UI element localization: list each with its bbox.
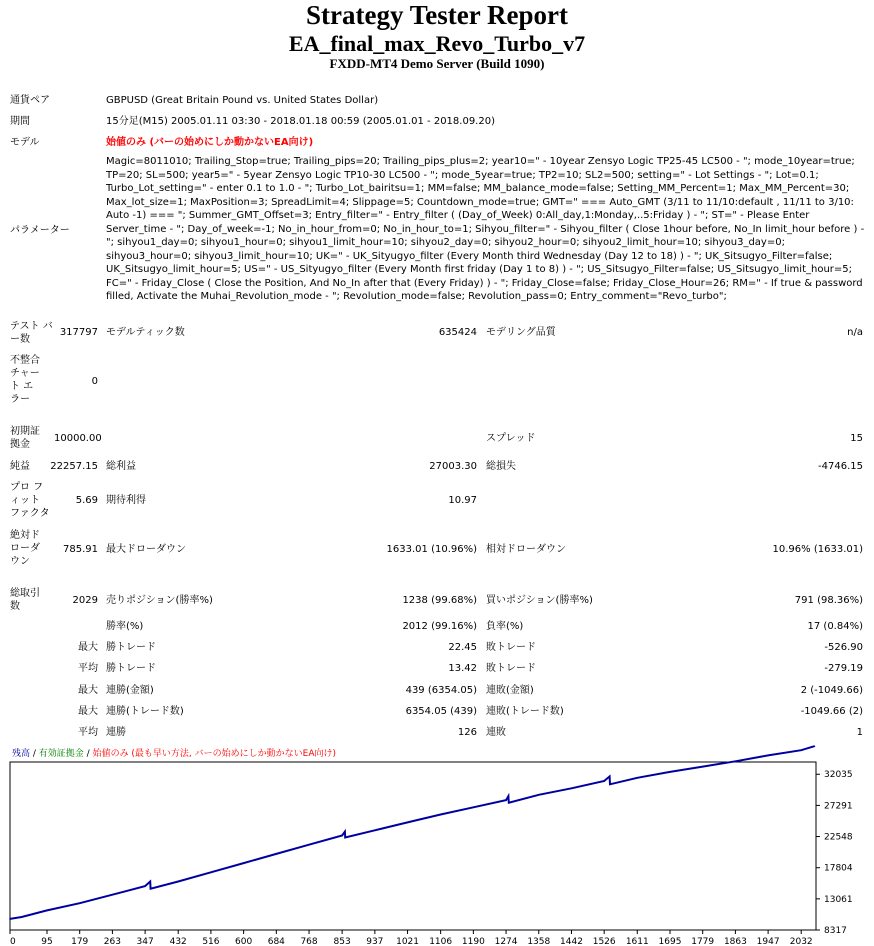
x-tick-label: 1695 [658, 937, 682, 946]
max-consec-win-count-value: 6354.05 (439) [405, 706, 477, 717]
balance-point [150, 888, 152, 890]
avg-win-label: 勝トレード [106, 663, 156, 674]
balance-point [800, 749, 802, 751]
gross-loss-value: -4746.15 [818, 461, 863, 472]
avg-row-label-2: 平均 [78, 727, 98, 738]
loss-value: 17 (0.84%) [807, 621, 863, 632]
deposit-label: 初期証 拠金 [10, 426, 40, 450]
avg-loss-value: -279.19 [824, 663, 863, 674]
long-label: 買いポジション(勝率%) [486, 595, 593, 606]
gross-profit-label: 総利益 [106, 461, 136, 472]
quality-value: n/a [847, 327, 863, 338]
balance-point [538, 794, 540, 796]
ticks-label: モデルティック数 [106, 327, 185, 338]
report-title: Strategy Tester Report [306, 0, 568, 30]
bars-value: 317797 [59, 327, 98, 338]
period-value: 15分足(M15) 2005.01.11 03:30 - 2018.01.18 00:59 (2005.01.01 - 2018.09.20) [106, 116, 495, 127]
trades-value: 2029 [72, 595, 98, 606]
max-row-label: 最大 [78, 642, 98, 653]
net-label: 純益 [10, 461, 30, 472]
balance-point [609, 784, 611, 786]
balance-point [735, 761, 737, 763]
balance-point [767, 755, 769, 757]
x-tick-label: 0 [10, 937, 16, 946]
balance-point [21, 916, 23, 918]
abs-dd-label: 絶対ド ローダ ウン [10, 530, 40, 567]
balance-point [702, 766, 704, 768]
gross-profit-value: 27003.30 [429, 461, 477, 472]
x-tick-label: 1358 [527, 937, 551, 946]
mismatch-label: 不整合 チャート エ ラー [10, 355, 40, 405]
pf-value: 5.69 [75, 495, 98, 506]
balance-point [571, 787, 573, 789]
symbol-label: 通貨ペア [10, 95, 50, 106]
x-tick-label: 432 [169, 937, 187, 946]
short-value: 1238 (99.68%) [402, 595, 477, 606]
rel-dd-value: 10.96% (1633.01) [772, 544, 863, 555]
net-value: 22257.15 [50, 461, 98, 472]
legend-sep-1: / [30, 749, 39, 759]
balance-point [46, 910, 48, 912]
max-row-label-2: 最大 [78, 685, 98, 696]
quality-label: モデリング品質 [486, 327, 556, 338]
y-tick-label: 22548 [824, 832, 853, 843]
y-tick-label: 27291 [824, 801, 853, 812]
balance-point [341, 835, 343, 837]
x-tick-label: 768 [300, 937, 318, 946]
balance-point [243, 862, 245, 864]
largest-loss-value: -526.90 [824, 642, 863, 653]
legend [12, 747, 336, 759]
x-tick-label: 1021 [396, 937, 420, 946]
x-tick-label: 347 [136, 937, 154, 946]
pf-label: プロ フィット ファクタ [10, 482, 50, 519]
server-name: FXDD-MT4 Demo Server (Build 1090) [329, 56, 545, 71]
balance-point [603, 780, 605, 782]
avg-row-label: 平均 [78, 663, 98, 674]
balance-point [374, 829, 376, 831]
params-value: Magic=8011010; Trailing_Stop=true; Trailing_pips=20; Trailing_pips_plus=2; year10=" - 10year Zensyo Logic TP25-45 LC500 - "; mode_10year=true; TP=20; SL=500; year5=" - 5year Zensyo Logic TP10-30 LC500 - "; mode_5year=true; TP2=10; SL2=500; setting=" - Lot Settings - "; Lot=0.1; Turbo_Lot_setting=" - enter 0.1 to 1.0 - "; Turbo_Lot_bairitsu=1; MM=false; MM_balance_mode=false; Setting_MM_Percent=1; Max_MM_Percent=30; Max_lot_size=1; MaxPosition=3; SpreadLimit=4; Slippage=5; Countdown_mode=true; GMT=" === Auto_GMT (3/11 to 11/10:default , 11/11 to 3/10: Auto -1) === "; Summer_GMT_Offset=3; Entry_filter=" - Entry_filter ( (Day_of_Week) 0:All_day,1:Monday,..5:Friday ) - "; ST=" - Please Enter Server_time - "; Day_of_week=-1; No_in_hour_from=0; No_in_hour_to=1; Sihyou_filter=" - Sihyou_filter ( Close 1hour before, No_In limit_hour before ) - "; sihyou1_day=0; sihyou1_hour=0; sihyou1_limit_hour=10; sihyou2_day=0; sihyou2_hour=0; sihyou2_limit_hour=10; sihyou3_day=0; sihyou3_hour=0; sihyou3_limit_hour=10; UK=" - UK_Sityugyo_filter (Every Month third Wednesday (Day 12 to 18) ) - "; UK_Sitsugyo_Filter=false; UK_Sitsugyo_limit_hour=5; US=" - US_Sityugyo_filter (Every Month first friday (Day 1 to 8) ) - "; US_Sitsugyo_Filter=false; US_Sitsugyo_limit_hour=5; FC=" - Friday_Close ( Close the Position, And No_In after that (Every Friday) ) - "; Friday_Close=false; Friday_Close_Hour=26; RM=" - If true & password filled, Activate the Muhai_Revolution_mode - "; Revolution_mode=false; Revolution_pass=0; Entry_comment="Revo_turbo"; [106, 156, 865, 302]
x-tick-label: 937 [366, 937, 384, 946]
model-label: モデル [10, 137, 40, 148]
max-consec-win-money-label: 連勝(金額) [106, 685, 154, 696]
abs-dd-value: 785.91 [63, 544, 98, 555]
expected-label: 期待利得 [106, 495, 146, 506]
balance-point [149, 881, 151, 883]
gross-loss-label: 総損失 [486, 461, 516, 472]
balance-point [508, 795, 510, 797]
max-consec-loss-money-label: 連敗(金額) [486, 685, 534, 696]
params-label: パラメーター [10, 225, 70, 236]
x-tick-label: 853 [333, 937, 351, 946]
x-tick-label: 1611 [625, 937, 649, 946]
y-tick-label: 8317 [824, 926, 847, 936]
legend-margin: 有効証拠金 [38, 749, 84, 759]
legend-model: 始値のみ (最も早い方法, バーの始めにしか動かないEA向け) [92, 749, 337, 759]
max-consec-loss-count-value: -1049.66 (2) [800, 706, 863, 717]
win-label: 勝率(%) [106, 621, 144, 632]
balance-point [609, 776, 611, 778]
y-tick-label: 17804 [824, 863, 853, 874]
deposit-value: 10000.00 [54, 433, 102, 444]
max-row-label-3: 最大 [78, 706, 98, 717]
balance-point [508, 802, 510, 804]
period-label: 期間 [10, 116, 30, 127]
balance-point [814, 745, 816, 747]
avg-consec-loss-value: 1 [856, 727, 863, 738]
short-label: 売りポジション(勝率%) [106, 595, 213, 606]
x-tick-label: 1274 [494, 937, 518, 946]
avg-consec-win-label: 連勝 [106, 727, 126, 738]
long-value: 791 (98.36%) [794, 595, 863, 606]
balance-point [505, 799, 507, 801]
balance-point [669, 771, 671, 773]
largest-win-value: 22.45 [448, 642, 477, 653]
x-tick-label: 1526 [592, 937, 616, 946]
balance-point [407, 822, 409, 824]
bars-label: テスト バー数 [10, 321, 53, 345]
avg-consec-loss-label: 連敗 [486, 727, 506, 738]
rel-dd-label: 相対ドローダウン [486, 544, 566, 555]
legend-balance: 残高 [12, 749, 31, 759]
max-dd-value: 1633.01 (10.96%) [386, 544, 477, 555]
max-dd-label: 最大ドローダウン [106, 544, 186, 555]
balance-point [79, 902, 81, 904]
balance-point [636, 777, 638, 779]
x-tick-label: 1947 [756, 937, 780, 946]
mismatch-value: 0 [91, 376, 98, 387]
max-consec-loss-count-label: 連敗(トレード数) [486, 706, 564, 717]
balance-point [276, 853, 278, 855]
loss-label: 負率(%) [486, 621, 524, 632]
x-tick-label: 95 [41, 937, 53, 946]
balance-point [210, 872, 212, 874]
balance-point [144, 885, 146, 887]
win-value: 2012 (99.16%) [402, 621, 477, 632]
trades-label: 総取引 数 [10, 588, 40, 612]
largest-win-label: 勝トレード [106, 642, 156, 653]
balance-point [9, 918, 11, 920]
balance-point [344, 831, 346, 833]
x-tick-label: 2032 [789, 937, 813, 946]
x-tick-label: 263 [103, 937, 121, 946]
largest-loss-label: 敗トレード [486, 642, 536, 653]
ea-name: EA_final_max_Revo_Turbo_v7 [288, 31, 586, 56]
max-consec-loss-money-value: 2 (-1049.66) [800, 685, 863, 696]
y-tick-label: 32035 [824, 770, 853, 781]
legend-sep-2: / [83, 749, 93, 759]
x-tick-label: 179 [71, 937, 89, 946]
max-consec-win-count-label: 連勝(トレード数) [106, 706, 184, 717]
avg-win-value: 13.42 [448, 663, 477, 674]
symbol-value: GBPUSD (Great Britain Pound vs. United States Dollar) [106, 95, 379, 106]
spread-label: スプレッド [486, 433, 536, 444]
balance-point [177, 881, 179, 883]
balance-chart [8, 744, 874, 946]
expected-value: 10.97 [448, 495, 477, 506]
spread-value: 15 [850, 433, 863, 444]
y-tick-label: 13061 [824, 894, 853, 905]
x-tick-label: 1863 [723, 937, 747, 946]
balance-point [440, 814, 442, 816]
x-tick-label: 1442 [560, 937, 583, 946]
balance-point [112, 894, 114, 896]
x-tick-label: 1779 [691, 937, 715, 946]
model-value: 始値のみ (バーの始めにしか動かないEA向け) [106, 137, 314, 148]
x-tick-label: 1106 [429, 937, 453, 946]
balance-point [344, 837, 346, 839]
balance-point [308, 844, 310, 846]
max-consec-win-money-value: 439 (6354.05) [405, 685, 477, 696]
x-tick-label: 516 [202, 937, 220, 946]
x-tick-label: 684 [267, 937, 285, 946]
x-tick-label: 600 [235, 937, 253, 946]
x-tick-label: 1190 [461, 937, 485, 946]
balance-point [473, 807, 475, 809]
avg-loss-label: 敗トレード [486, 663, 536, 674]
chart-background [8, 744, 874, 946]
avg-consec-win-value: 126 [457, 727, 477, 738]
ticks-value: 635424 [438, 327, 477, 338]
